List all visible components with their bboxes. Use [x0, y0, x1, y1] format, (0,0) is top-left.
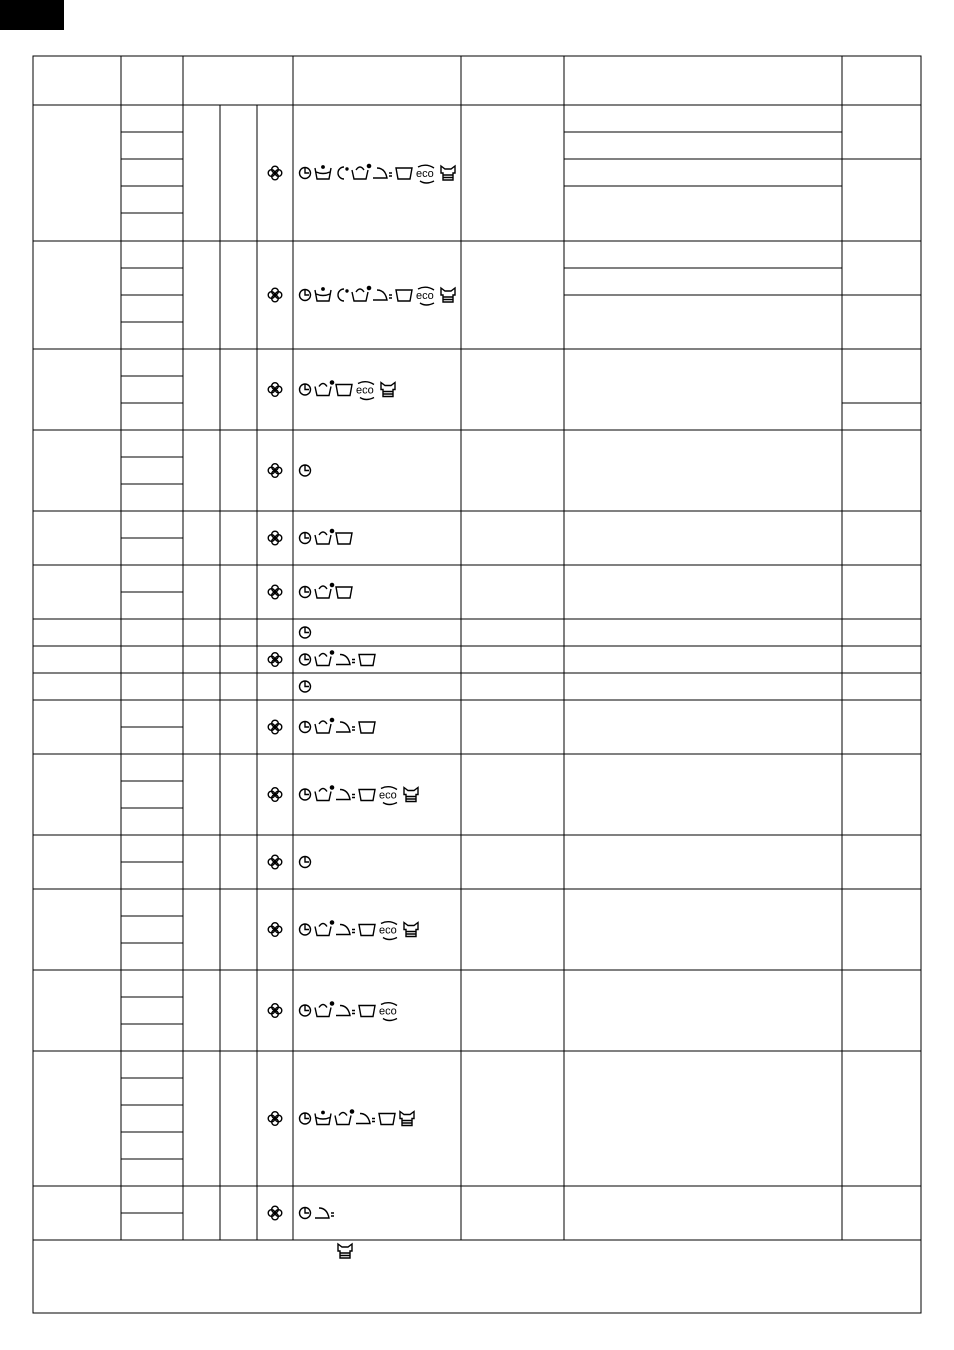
eco-icon	[379, 787, 397, 805]
easy-tub-icon	[359, 722, 375, 733]
stain-tub-icon	[315, 583, 334, 598]
eco-icon	[416, 287, 434, 305]
stain-tub-icon	[352, 286, 371, 301]
easy-tub-icon	[336, 385, 352, 396]
shirt-icon	[441, 166, 455, 180]
shirt-icon	[400, 1112, 414, 1126]
eco-icon	[379, 922, 397, 940]
stain-tub-icon	[315, 786, 334, 801]
fan-icon	[268, 531, 282, 545]
timer-icon	[300, 681, 311, 692]
svg-text:eco: eco	[416, 168, 434, 180]
timer-icon	[300, 789, 311, 800]
stain-tub-icon	[315, 651, 334, 666]
stain-tub-icon	[315, 921, 334, 936]
table-frame	[33, 56, 921, 1313]
stain-tub-icon	[315, 381, 334, 396]
stain-tub-icon	[315, 718, 334, 733]
iron-steam-icon	[336, 790, 355, 800]
fan-icon	[268, 855, 282, 869]
timer-icon	[300, 1208, 311, 1219]
iron-steam-icon	[315, 1208, 334, 1218]
timer-icon	[300, 465, 311, 476]
svg-text:eco: eco	[416, 290, 434, 302]
half-moon-icon	[338, 289, 348, 301]
eco-icon	[379, 1003, 397, 1021]
timer-icon	[300, 627, 311, 638]
easy-tub-icon	[359, 790, 375, 801]
eco-icon	[356, 382, 374, 400]
iron-steam-icon	[373, 290, 392, 300]
shirt-icon	[338, 1244, 352, 1258]
prewash-tub-icon	[315, 288, 331, 301]
fan-icon	[268, 788, 282, 802]
iron-steam-icon	[336, 655, 355, 665]
shirt-icon	[404, 923, 418, 937]
stain-tub-icon	[335, 1110, 354, 1125]
fan-icon	[268, 1206, 282, 1220]
timer-icon	[300, 924, 311, 935]
iron-steam-icon	[336, 1006, 355, 1016]
timer-icon	[300, 654, 311, 665]
easy-tub-icon	[359, 925, 375, 936]
fan-icon	[268, 383, 282, 397]
easy-tub-icon	[359, 655, 375, 666]
prewash-tub-icon	[315, 166, 331, 179]
fan-icon	[268, 464, 282, 478]
easy-tub-icon	[396, 168, 412, 179]
prewash-tub-icon	[315, 1111, 331, 1124]
svg-text:eco: eco	[356, 384, 374, 397]
stain-tub-icon	[315, 1002, 334, 1017]
timer-icon	[300, 1113, 311, 1124]
timer-icon	[300, 857, 311, 868]
iron-steam-icon	[356, 1114, 375, 1124]
timer-icon	[300, 290, 311, 301]
fan-icon	[268, 720, 282, 734]
fan-icon	[268, 1004, 282, 1018]
half-moon-icon	[338, 167, 348, 179]
shirt-icon	[404, 788, 418, 802]
timer-icon	[300, 384, 311, 395]
shirt-icon	[381, 383, 395, 397]
easy-tub-icon	[336, 533, 352, 544]
timer-icon	[300, 587, 311, 598]
fan-icon	[268, 585, 282, 599]
timer-icon	[300, 1005, 311, 1016]
svg-text:eco: eco	[379, 789, 397, 802]
iron-steam-icon	[373, 168, 392, 178]
fan-icon	[268, 923, 282, 937]
fan-icon	[268, 1112, 282, 1126]
iron-steam-icon	[336, 925, 355, 935]
timer-icon	[300, 533, 311, 544]
timer-icon	[300, 722, 311, 733]
fan-icon	[268, 288, 282, 302]
shirt-icon	[441, 288, 455, 302]
stain-tub-icon	[352, 164, 371, 179]
svg-text:eco: eco	[379, 1005, 397, 1018]
easy-tub-icon	[396, 290, 412, 301]
fan-icon	[268, 653, 282, 667]
stain-tub-icon	[315, 529, 334, 544]
svg-text:eco: eco	[379, 924, 397, 937]
easy-tub-icon	[379, 1114, 395, 1125]
easy-tub-icon	[336, 587, 352, 598]
fan-icon	[268, 166, 282, 180]
timer-icon	[300, 168, 311, 179]
easy-tub-icon	[359, 1006, 375, 1017]
iron-steam-icon	[336, 722, 355, 732]
eco-icon	[416, 165, 434, 183]
